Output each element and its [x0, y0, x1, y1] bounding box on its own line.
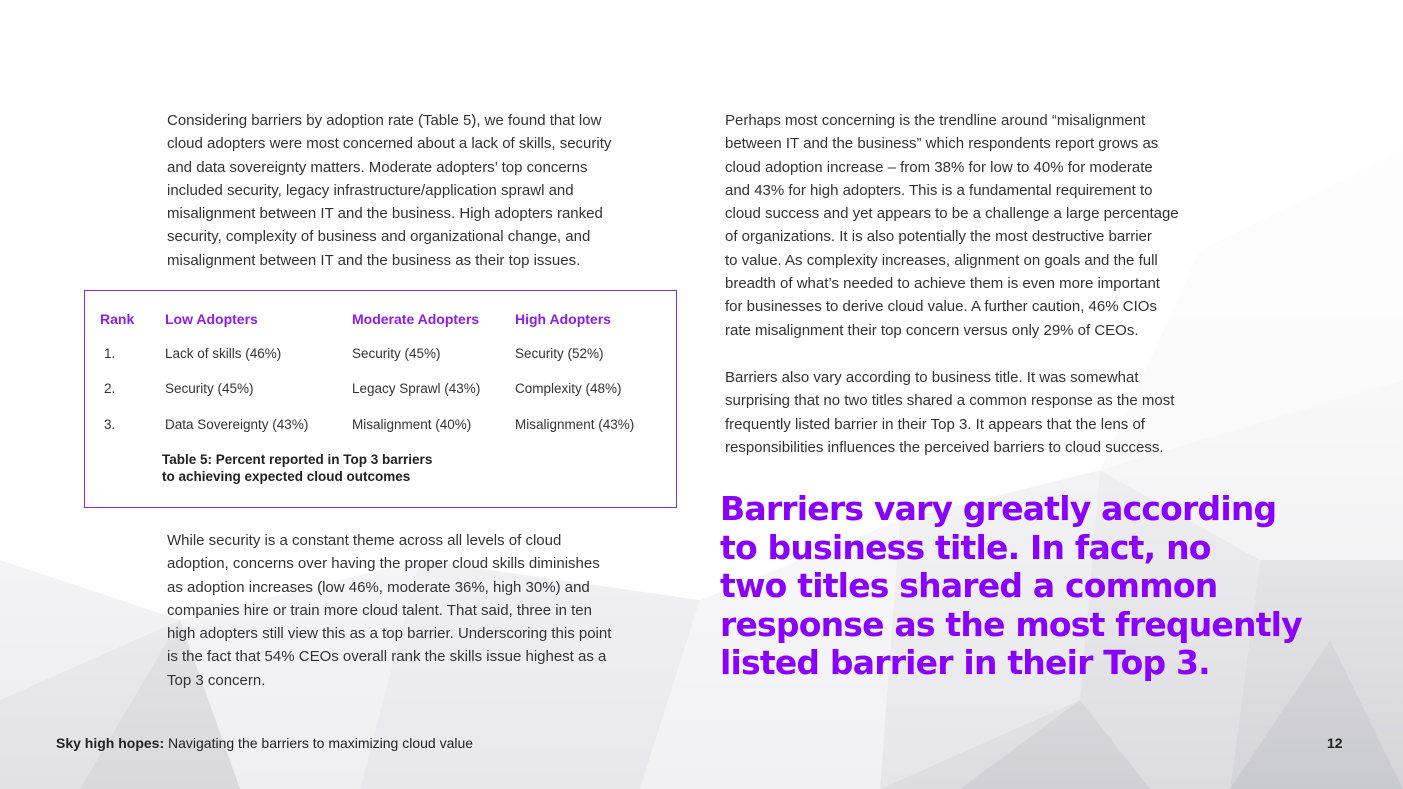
text-line: adoption, concerns over having the proper cloud skills diminishes	[167, 555, 600, 573]
text-line: and data sovereignty matters. Moderate adopters’ top concerns	[167, 158, 588, 176]
text-line: high adopters still view this as a top barrier. Underscoring this point	[167, 625, 612, 643]
text-line: cloud success and yet appears to be a challenge a large percentage	[725, 205, 1179, 223]
text-line: rate misalignment their top concern versus only 29% of CEOs.	[725, 321, 1139, 339]
paragraph-business-title	[725, 366, 1245, 459]
row-3-high: Misalignment (43%)	[515, 417, 635, 432]
text-line: as adoption increases (low 46%, moderate 36%, high 30%) and	[167, 578, 590, 596]
text-line: and 43% for high adopters. This is a fundamental requirement to	[725, 181, 1153, 199]
text-line: included security, legacy infrastructure/application sprawl and	[167, 181, 574, 199]
text-line: responsibilities influences the perceived barriers to cloud success.	[725, 438, 1164, 456]
row-1-high: Security (52%)	[515, 346, 604, 361]
row-1-rank: 1.	[104, 346, 116, 361]
text-line: breadth of what’s needed to achieve them is even more important	[725, 275, 1160, 293]
text-line: Top 3 concern.	[167, 671, 266, 689]
row-3-low: Data Sovereignty (43%)	[165, 417, 309, 432]
text-line: Considering barriers by adoption rate (Table 5), we found that low	[167, 112, 602, 129]
row-2-low: Security (45%)	[165, 381, 254, 396]
row-3-moderate: Misalignment (40%)	[352, 417, 472, 432]
text-line: cloud adoption increase – from 38% for low to 40% for moderate	[725, 158, 1153, 176]
row-2-rank: 2.	[104, 381, 116, 396]
row-2-high: Complexity (48%)	[515, 381, 622, 396]
text-line: between IT and the business” which respondents report grows as	[725, 135, 1159, 153]
header-low-adopters: Low Adopters	[165, 311, 258, 327]
table-5-barriers	[84, 290, 677, 508]
row-3-rank: 3.	[104, 417, 116, 432]
text-line: to value. As complexity increases, alignment on goals and the full	[725, 251, 1158, 269]
footer-title	[56, 735, 473, 751]
text-line: surprising that no two titles shared a common response as the most	[725, 392, 1175, 410]
caption-line: Table 5: Percent reported in Top 3 barriers	[162, 452, 433, 467]
paragraph-security-skills	[167, 529, 677, 692]
caption-line: to achieving expected cloud outcomes	[162, 469, 411, 484]
row-1-low: Lack of skills (46%)	[165, 346, 282, 361]
row-1-moderate: Security (45%)	[352, 346, 441, 361]
text-line: of organizations. It is also potentially the most destructive barrier	[725, 228, 1152, 246]
pull-quote	[720, 490, 1320, 683]
text-line: Perhaps most concerning is the trendline around “misalignment	[725, 112, 1146, 129]
text-line: is the fact that 54% CEOs overall rank the skills issue highest as a	[167, 648, 607, 666]
pull-quote-line: response as the most frequently	[720, 604, 1302, 644]
text-line: Barriers also vary according to business title. It was somewhat	[725, 369, 1139, 386]
header-rank: Rank	[100, 311, 135, 327]
pull-quote-line: to business title. In fact, no	[720, 527, 1211, 567]
page-number: 12	[1327, 735, 1343, 751]
text-line: While security is a constant theme across all levels of cloud	[167, 532, 562, 549]
paragraph-misalignment	[725, 109, 1245, 342]
header-high-adopters: High Adopters	[515, 311, 611, 327]
text-line: security, complexity of business and organizational change, and	[167, 228, 591, 246]
footer-title-rest: Navigating the barriers to maximizing cloud value	[164, 735, 474, 751]
pull-quote-line: listed barrier in their Top 3.	[720, 643, 1210, 682]
pull-quote-line: Barriers vary greatly according	[720, 489, 1277, 528]
text-line: cloud adopters were most concerned about a lack of skills, security	[167, 135, 612, 153]
header-moderate-adopters: Moderate Adopters	[352, 311, 480, 327]
table-caption	[162, 451, 432, 485]
footer-title-bold: Sky high hopes:	[56, 735, 165, 751]
text-line: for businesses to derive cloud value. A further caution, 46% CIOs	[725, 298, 1157, 316]
text-line: misalignment between IT and the business as their top issues.	[167, 251, 581, 269]
text-line: companies hire or train more cloud talent. That said, three in ten	[167, 601, 592, 619]
paragraph-adoption-rate	[167, 109, 677, 272]
text-line: misalignment between IT and the business. High adopters ranked	[167, 205, 603, 223]
row-2-moderate: Legacy Sprawl (43%)	[352, 381, 481, 396]
pull-quote-line: two titles shared a common	[720, 566, 1218, 605]
text-line: frequently listed barrier in their Top 3. It appears that the lens of	[725, 415, 1145, 433]
